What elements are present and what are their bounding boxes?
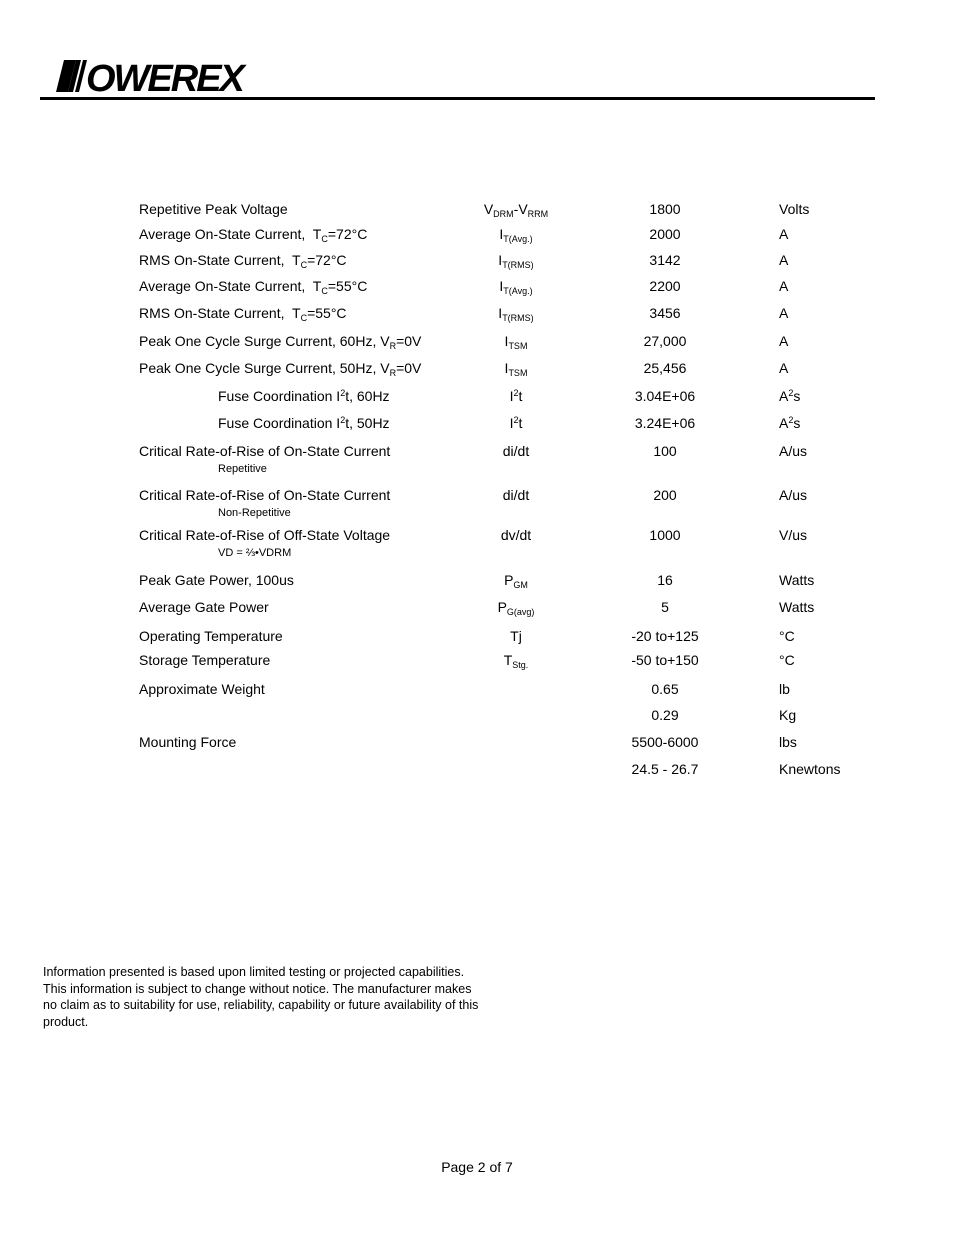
symbol: Tj — [510, 628, 522, 644]
param-note: Non-Repetitive — [218, 507, 291, 519]
symbol: $I_{T(RMS)}$ — [498, 252, 534, 270]
symbol: $I_{T(RMS)}$ — [498, 305, 534, 323]
table-row — [0, 761, 954, 781]
unit: $A^2s$ — [779, 415, 801, 431]
table-row — [0, 305, 954, 325]
svg-text:OWEREX: OWEREX — [86, 58, 243, 96]
value: -50 to+150 — [631, 652, 699, 668]
table-row — [0, 527, 954, 559]
table-row — [0, 388, 954, 408]
value: 3.24E+06 — [634, 415, 696, 431]
table-row — [0, 599, 954, 619]
symbol: $I_{T(Avg.)}$ — [499, 226, 533, 244]
unit: A — [779, 360, 789, 376]
symbol: $P_{G(avg)}$ — [497, 599, 535, 617]
symbol: $I_{T(Avg.)}$ — [499, 278, 533, 296]
unit: Volts — [779, 201, 810, 217]
unit: A — [779, 252, 789, 268]
table-row — [0, 443, 954, 475]
param-label: Peak One Cycle Surge Current, 60Hz, $V_R=0V$ — [139, 333, 422, 351]
unit: Kg — [779, 707, 797, 723]
symbol: $I^2t$ — [509, 415, 523, 431]
param-note: VD = ⅔•VDRM — [218, 547, 292, 559]
unit: $A^2s$ — [779, 388, 801, 404]
unit: °C — [779, 628, 795, 644]
table-row — [0, 734, 954, 754]
table-row — [0, 628, 954, 648]
value: 3.04E+06 — [634, 388, 696, 404]
param-label: Average On-State Current, $T_C=55^\circ C$ — [139, 278, 368, 296]
param-label: Peak Gate Power, 100us — [139, 572, 294, 588]
table-row — [0, 226, 954, 246]
param-label: Critical Rate-of-Rise of On-State Current — [139, 443, 391, 459]
unit: lb — [779, 681, 790, 697]
value: 2200 — [649, 278, 681, 294]
unit: Watts — [779, 572, 815, 588]
symbol: $T_{Stg.}$ — [503, 652, 529, 670]
value: 0.29 — [651, 707, 679, 723]
param-label: RMS On-State Current, $T_C=55^\circ C$ — [139, 305, 347, 323]
symbol: $I_{TSM}$ — [504, 333, 528, 351]
table-row — [0, 487, 954, 519]
symbol: dv/dt — [500, 527, 532, 543]
value: 16 — [657, 572, 673, 588]
param-note: Repetitive — [218, 463, 267, 475]
table-row — [0, 360, 954, 380]
param-label: RMS On-State Current, $T_C=72^\circ C$ — [139, 252, 347, 270]
table-row — [0, 252, 954, 272]
table-row — [0, 278, 954, 298]
value: 200 — [653, 487, 677, 503]
unit: A — [779, 305, 789, 321]
symbol: $V_{DRM}-V_{RRM}$ — [483, 201, 549, 219]
param-label: Repetitive Peak Voltage — [139, 201, 288, 217]
unit: lbs — [779, 734, 797, 750]
param-label: Critical Rate-of-Rise of Off-State Voltage — [139, 527, 391, 543]
value: 3142 — [649, 252, 681, 268]
table-row — [0, 572, 954, 592]
symbol: $I^2t$ — [509, 388, 523, 404]
unit: V/us — [779, 527, 808, 543]
value: 1000 — [649, 527, 681, 543]
value: 5 — [661, 599, 669, 615]
value: 24.5 - 26.7 — [631, 761, 699, 777]
value: 100 — [653, 443, 677, 459]
value: 0.65 — [651, 681, 679, 697]
unit: A — [779, 226, 789, 242]
symbol: di/dt — [502, 443, 530, 459]
symbol: $P_{GM}$ — [504, 572, 528, 590]
symbol: di/dt — [502, 487, 530, 503]
value: 5500-6000 — [631, 734, 699, 750]
header-rule — [40, 97, 875, 100]
powerex-logo — [56, 56, 292, 96]
value: 2000 — [649, 226, 681, 242]
param-label: Approximate Weight — [139, 681, 265, 697]
table-row — [0, 333, 954, 353]
symbol: $I_{TSM}$ — [504, 360, 528, 378]
unit: °C — [779, 652, 795, 668]
value: -20 to+125 — [631, 628, 699, 644]
param-label: Critical Rate-of-Rise of On-State Current — [139, 487, 391, 503]
param-label: Average Gate Power — [139, 599, 269, 615]
page-number: Page 2 of 7 — [441, 1159, 513, 1175]
unit: A/us — [779, 443, 808, 459]
param-label: Storage Temperature — [139, 652, 271, 668]
param-label: Operating Temperature — [139, 628, 283, 644]
unit: A — [779, 278, 789, 294]
unit: A/us — [779, 487, 808, 503]
table-row — [0, 652, 954, 672]
param-label: Fuse Coordination $I^2t$, 50Hz — [218, 415, 390, 431]
value: 3456 — [649, 305, 681, 321]
param-label: Average On-State Current, $T_C=72^\circ C$ — [139, 226, 368, 244]
unit: Knewtons — [779, 761, 841, 777]
unit: Watts — [779, 599, 815, 615]
table-row — [0, 201, 954, 221]
table-row — [0, 707, 954, 727]
value: 25,456 — [643, 360, 687, 376]
unit: A — [779, 333, 789, 349]
param-label: Fuse Coordination $I^2t$, 60Hz — [218, 388, 390, 404]
param-label: Peak One Cycle Surge Current, 50Hz, $V_R=0V$ — [139, 360, 422, 378]
value: 1800 — [649, 201, 681, 217]
disclaimer-text: Information presented is based upon limited testing or projected capabilities. This information is subject to change without notice. The manufacturer makes no claim as to suitability for use, reliability, capability or future availability of this product. — [43, 965, 479, 1029]
value: 27,000 — [643, 333, 687, 349]
param-label: Mounting Force — [139, 734, 237, 750]
table-row — [0, 681, 954, 701]
table-row — [0, 415, 954, 435]
